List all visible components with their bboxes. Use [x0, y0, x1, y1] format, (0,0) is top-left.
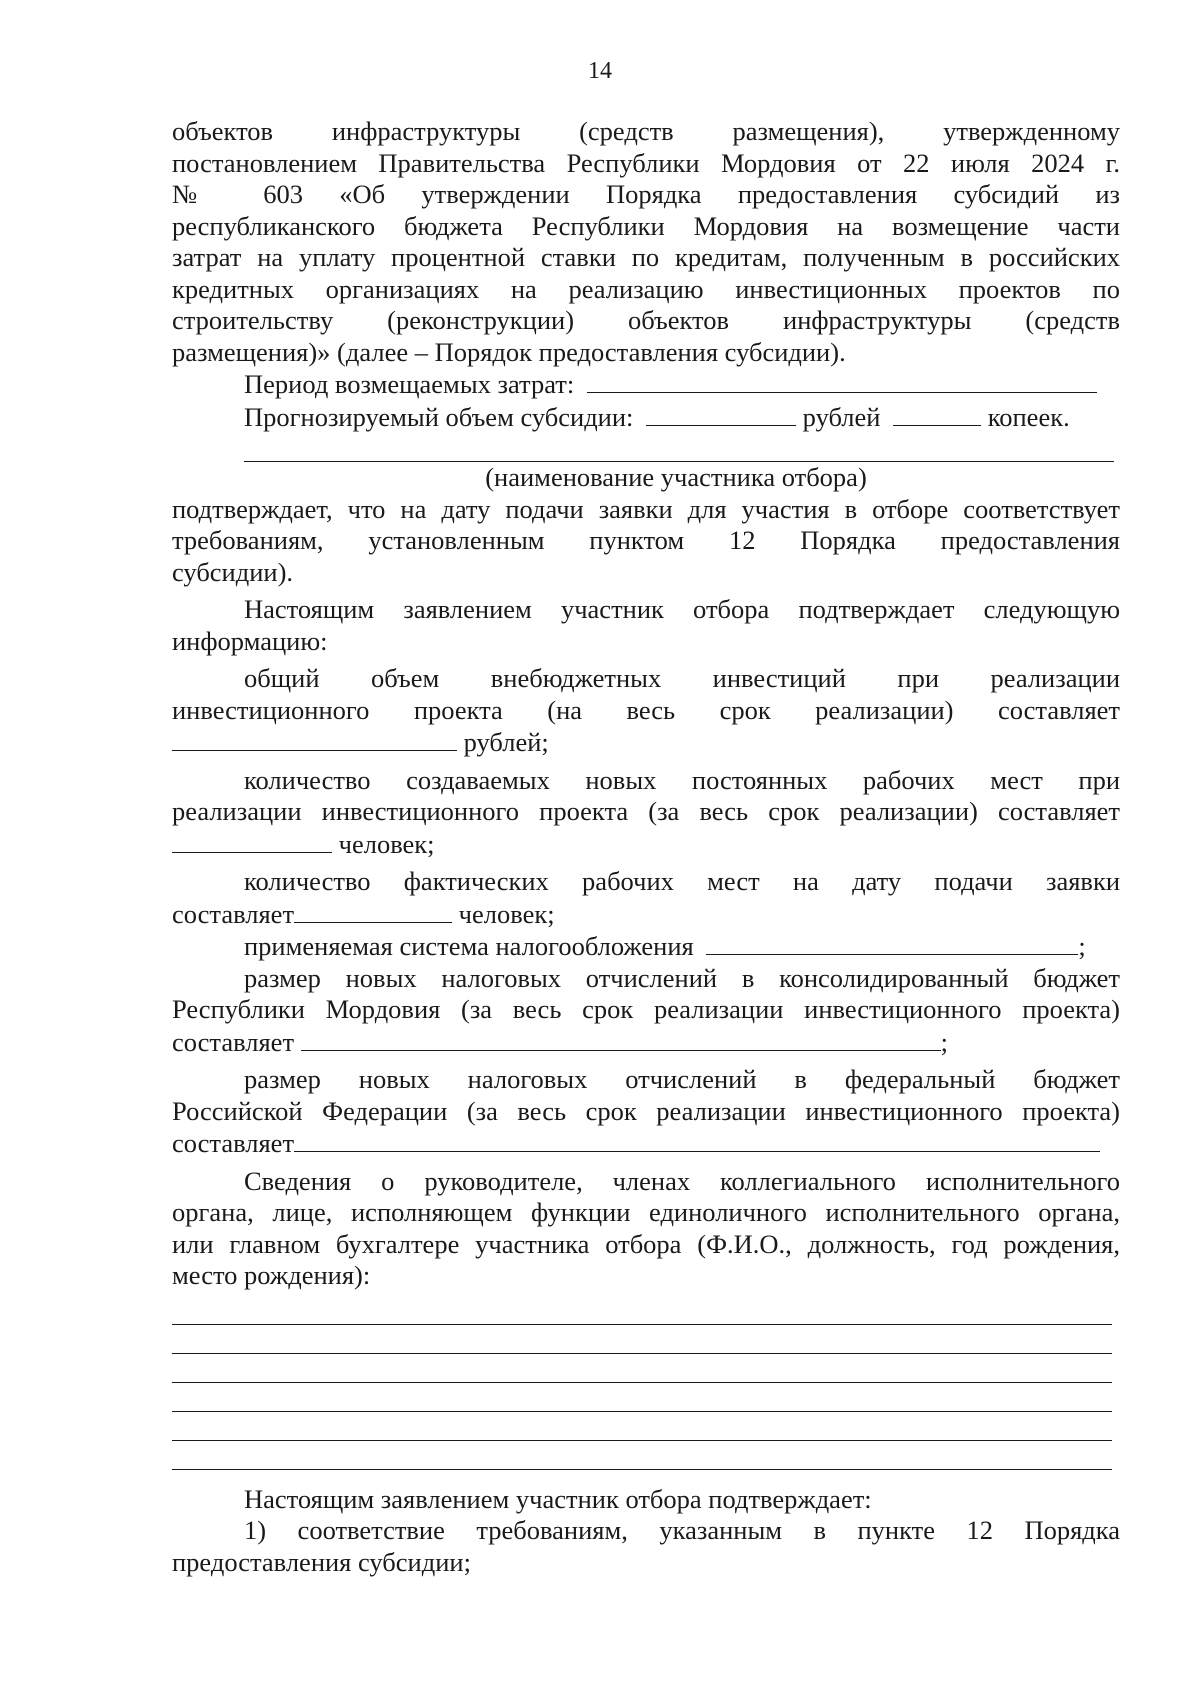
text-line: Российской Федерации (за весь срок реализации инвестиционного проекта) [172, 1095, 1120, 1126]
kopecks-label: копеек. [987, 401, 1070, 432]
blank-line[interactable] [172, 1383, 1112, 1412]
persons-label: человек; [338, 828, 435, 859]
forecast-rubles-blank[interactable] [646, 401, 796, 426]
tax-system-blank[interactable] [706, 930, 1078, 955]
tax-system-item [172, 930, 1120, 963]
text-line: инвестиционного проекта (на весь срок реализации) составляет [172, 694, 1120, 725]
forecast-kopecks-blank[interactable] [893, 401, 981, 426]
regional-tax-item [172, 963, 1120, 1059]
text-line: органа, лице, исполняющем функции единоличного исполнительного органа, [172, 1197, 1120, 1227]
text-line: требованиям, установленным пунктом 12 Порядка предоставления [172, 525, 1120, 555]
text-line [172, 1127, 1120, 1160]
management-blank-lines [172, 1296, 1112, 1470]
period-line [172, 368, 1120, 401]
investment-volume-blank[interactable] [172, 726, 457, 751]
text-line: Республики Мордовия (за весь срок реализации инвестиционного проекта) [172, 994, 1120, 1024]
punctuation: ; [940, 1026, 949, 1057]
period-label: Период возмещаемых затрат: [244, 369, 575, 399]
info-intro-paragraph [172, 594, 1120, 657]
rubles-label: рублей [802, 401, 881, 432]
federal-tax-item [172, 1064, 1120, 1160]
page-number: 14 [588, 58, 612, 84]
text-line: информацию: [172, 625, 328, 656]
federal-tax-blank[interactable] [294, 1127, 1100, 1152]
new-jobs-blank[interactable] [172, 828, 332, 853]
blank-line[interactable] [172, 1325, 1112, 1354]
punctuation: ; [1078, 931, 1086, 961]
text-line: затрат на уплату процентной ставки по кредитам, полученным в российских [172, 242, 1120, 272]
text-line: размер новых налоговых отчислений в консолидированный бюджет [244, 962, 1120, 993]
participant-caption: (наименование участника отбора) [485, 462, 867, 492]
text-line [172, 898, 1120, 931]
text-label: составляет [172, 898, 295, 929]
text-line: Сведения о руководителе, членах коллегиального исполнительного [244, 1165, 1120, 1196]
blank-line[interactable] [172, 1296, 1112, 1325]
text-line [172, 726, 1120, 759]
text-label: составляет [172, 1128, 295, 1158]
management-info-paragraph [172, 1166, 1120, 1292]
text-line: республиканского бюджета Республики Мордовия на возмещение части [172, 210, 1120, 241]
confirm-paragraph [172, 494, 1120, 589]
text-line: 1) соответствие требованиям, указанным в пункте 12 Порядка [244, 1515, 1120, 1545]
text-line: постановлением Правительства Республики Мордовия от 22 июля 2024 г. [172, 147, 1120, 178]
actual-jobs-blank[interactable] [294, 898, 452, 923]
text-line: место рождения): [172, 1260, 371, 1290]
text-line: реализации инвестиционного проекта (за весь срок реализации) составляет [172, 796, 1120, 826]
regional-tax-blank[interactable] [301, 1026, 941, 1051]
text-line: объектов инфраструктуры (средств размещения), утвержденному [172, 116, 1120, 146]
text-line: № 603 «Об утверждении Порядка предоставления субсидий из [172, 179, 1120, 209]
blank-line[interactable] [172, 1441, 1112, 1470]
text-line [172, 1026, 1120, 1059]
text-line: предоставления субсидии; [172, 1546, 471, 1577]
intro-paragraph [172, 116, 1120, 368]
text-line: Настоящим заявлением участник отбора подтверждает: [244, 1483, 872, 1514]
new-jobs-item [172, 765, 1120, 861]
forecast-line [172, 401, 1120, 434]
final-confirm-paragraph [172, 1484, 1120, 1579]
text-line: количество фактических рабочих мест на дату подачи заявки [244, 866, 1120, 896]
tax-system-label: применяемая система налогообложения [244, 931, 694, 961]
text-label: составляет [172, 1026, 295, 1057]
text-line: Настоящим заявлением участник отбора подтверждает следующую [244, 594, 1120, 624]
text-line: размещения)» (далее – Порядок предоставления субсидии). [172, 336, 846, 367]
participant-name-blank[interactable] [244, 433, 1114, 462]
text-line: кредитных организациях на реализацию инвестиционных проектов по [172, 273, 1120, 304]
actual-jobs-item [172, 866, 1120, 930]
text-line: общий объем внебюджетных инвестиций при реализации [244, 663, 1120, 693]
text-line: или главном бухгалтере участника отбора (Ф.И.О., должность, год рождения, [172, 1228, 1120, 1259]
blank-line[interactable] [172, 1412, 1112, 1441]
text-line [172, 828, 1120, 861]
text-line: размер новых налоговых отчислений в федеральный бюджет [244, 1064, 1120, 1094]
text-line: количество создаваемых новых постоянных рабочих мест при [244, 764, 1120, 795]
persons-label: человек; [458, 898, 555, 929]
blank-line[interactable] [244, 433, 1114, 462]
text-line: подтверждает, что на дату подачи заявки для участия в отборе соответствует [172, 493, 1120, 524]
investment-volume-item [172, 663, 1120, 759]
forecast-label: Прогнозируемый объем субсидии: [244, 401, 634, 432]
text-line: субсидии). [172, 556, 294, 587]
document-body [172, 116, 1120, 1578]
period-blank[interactable] [587, 368, 1097, 393]
blank-line[interactable] [172, 1354, 1112, 1383]
rubles-label: рублей; [463, 727, 549, 757]
text-line: строительству (реконструкции) объектов инфраструктуры (средств [172, 305, 1120, 335]
